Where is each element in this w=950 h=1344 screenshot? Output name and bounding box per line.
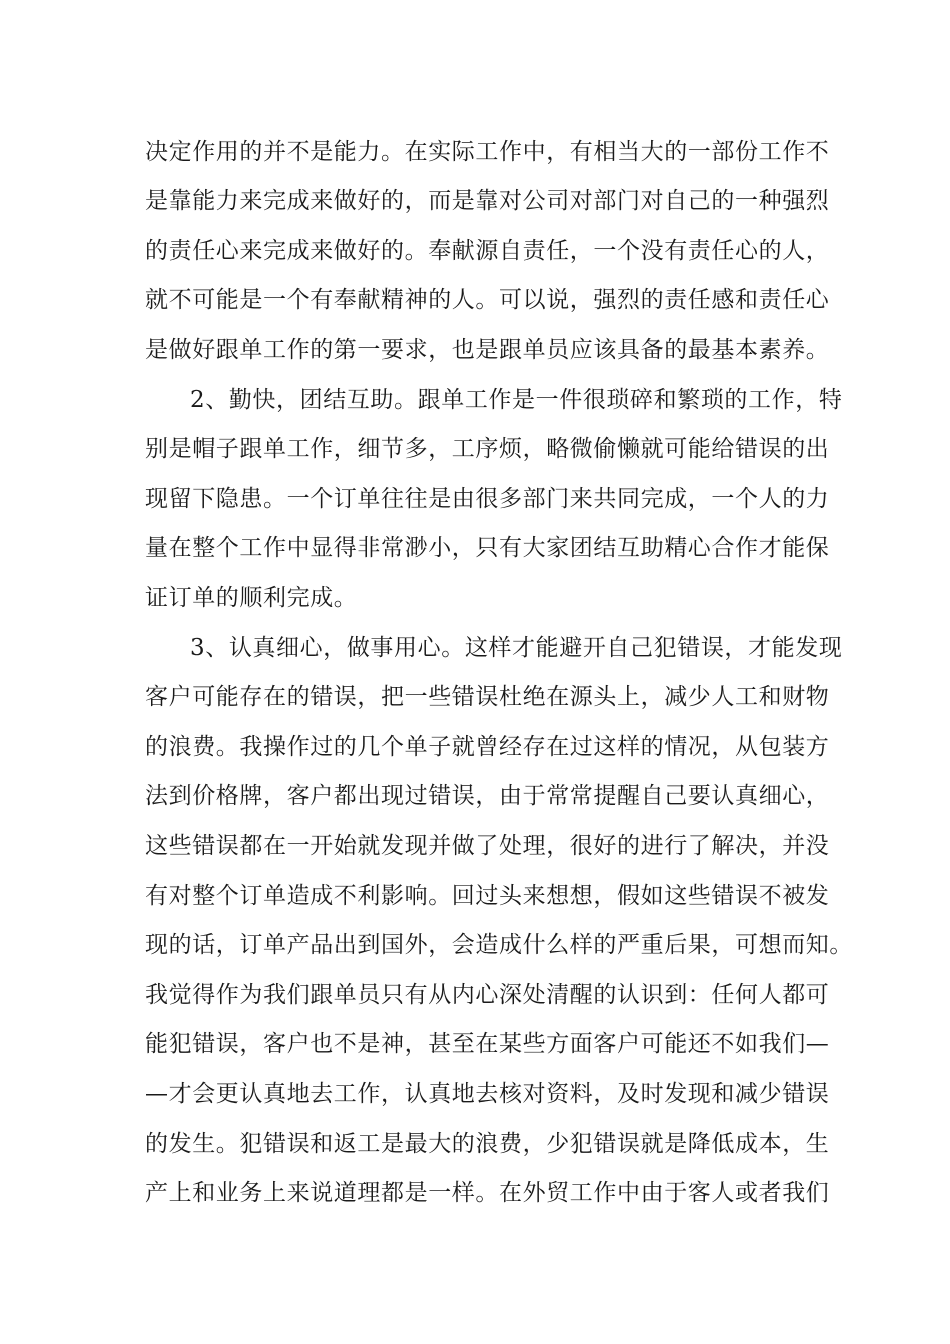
- paragraph-start-line: 2、勤快，团结互助。跟单工作是一件很琐碎和繁琐的工作，特: [190, 387, 843, 413]
- text-line: 法到价格牌，客户都出现过错误，由于常常提醒自己要认真细心，: [145, 783, 830, 809]
- text-line: 决定作用的并不是能力。在实际工作中，有相当大的一部份工作不: [145, 139, 830, 165]
- text-line: 别是帽子跟单工作，细节多，工序烦，略微偷懒就可能给错误的出: [145, 436, 830, 462]
- text-line: 现留下隐患。一个订单往往是由很多部门来共同完成，一个人的力: [145, 486, 830, 512]
- text-line: 客户可能存在的错误，把一些错误杜绝在源头上，减少人工和财物: [145, 684, 830, 710]
- text-line: 能犯错误，客户也不是神，甚至在某些方面客户可能还不如我们—: [145, 1031, 830, 1057]
- text-line: 的发生。犯错误和返工是最大的浪费，少犯错误就是降低成本，生: [145, 1131, 830, 1157]
- text-line: 的责任心来完成来做好的。奉献源自责任，一个没有责任心的人，: [145, 238, 830, 264]
- text-line: 现的话，订单产品出到国外，会造成什么样的严重后果，可想而知。: [145, 932, 853, 958]
- text-line: —才会更认真地去工作，认真地去核对资料，及时发现和减少错误: [145, 1081, 830, 1107]
- text-line: 就不可能是一个有奉献精神的人。可以说，强烈的责任感和责任心: [145, 287, 830, 313]
- text-line: 产上和业务上来说道理都是一样。在外贸工作中由于客人或者我们: [145, 1180, 830, 1206]
- text-line: 是做好跟单工作的第一要求，也是跟单员应该具备的最基本素养。: [145, 337, 830, 363]
- text-line: 我觉得作为我们跟单员只有从内心深处清醒的认识到：任何人都可: [145, 982, 830, 1008]
- text-line: 有对整个订单造成不利影响。回过头来想想，假如这些错误不被发: [145, 883, 830, 909]
- text-line: 的浪费。我操作过的几个单子就曾经存在过这样的情况，从包装方: [145, 734, 830, 760]
- paragraph-start-line: 3、认真细心，做事用心。这样才能避开自己犯错误，才能发现: [190, 635, 843, 661]
- text-line: 这些错误都在一开始就发现并做了处理，很好的进行了解决，并没: [145, 833, 830, 859]
- text-line: 证订单的顺利完成。: [145, 585, 358, 611]
- text-line: 是靠能力来完成来做好的，而是靠对公司对部门对自己的一种强烈: [145, 188, 830, 214]
- text-line: 量在整个工作中显得非常渺小，只有大家团结互助精心合作才能保: [145, 535, 830, 561]
